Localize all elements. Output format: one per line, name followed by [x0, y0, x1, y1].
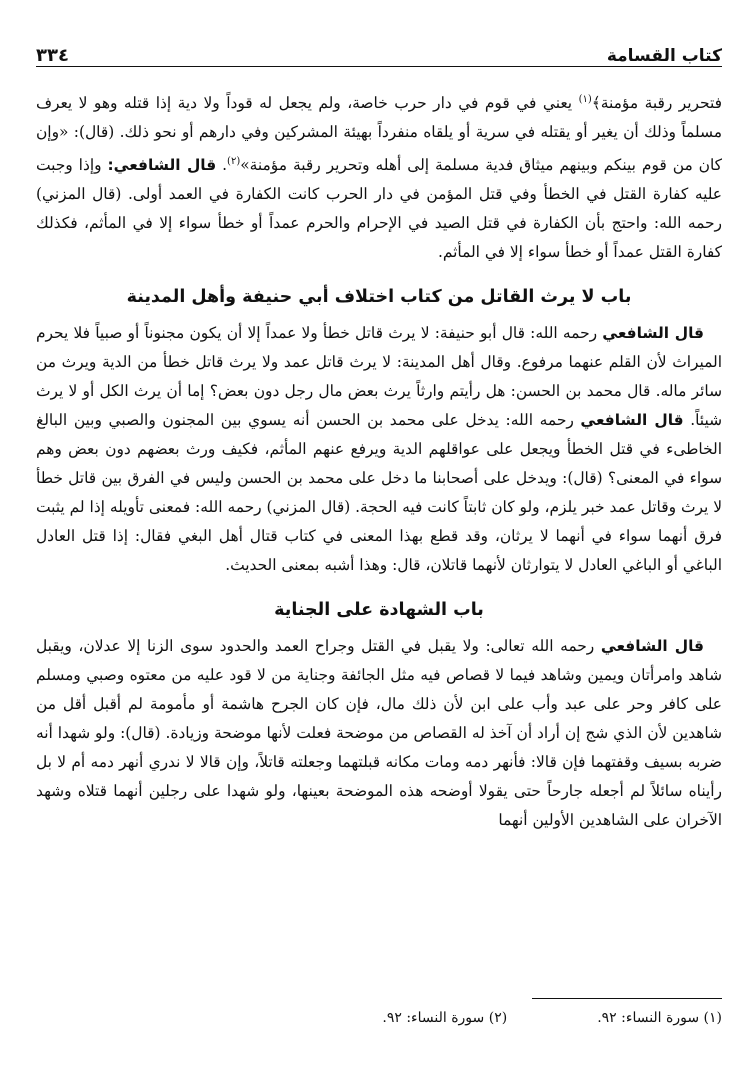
book-page	[36, 36, 722, 1056]
text-run: رحمه الله: قال أبو حنيفة: لا يرث قاتل خطأ ولا عمداً إلا أن يكون مجنوناً أو صبياً فلا يحرم الميراث لأن القلم عنهما مرفوع. وقال أهل المدينة: لا يرث قاتل عمد ولا يرث قاتل خطأ من الدية ويرث من سائر ماله. قال محمد بن الحسن: هل رأيتم وارثاً يرث بعض مال رجل دون بعض؟ إما أن يرث الكل أو لا يرث شيئاً.	[36, 324, 722, 430]
footnote-2: (٢) سورة النساء: ٩٢.	[382, 1010, 508, 1026]
text-run: رحمه الله: يدخل على محمد بن الحسن أنه يسوي بين المجنون والصبي وبين البالغ الخاطىء في قتل الخطأ ويجعل على عواقلهم الدية ويرفع عنهم المأثم، فكيف ورث بعضهم دون بعض وهم سواء في المعنى؟ (قال): ويدخل على أصحابنا ما دخل على محمد بن الحسن وليس في الفرق بين قاتل خطأ لا يرث وقاتل عمد خبر يلزم، ولو كان ثابتاً كانت فيه الحجة. (قال المزني) رحمه الله: فمعنى تأويله إذا لم يثبت فرق أنهما سواء في أنهما لا يرثان، وقد قطع بهذا المعنى في كتاب قتال أهل البغي فقال: إذا قتل العادل الباغي أو الباغي العادل لا يتوارثان لأنهما قاتلان، قال: وهذا أشبه بمعنى الحديث.	[36, 411, 722, 575]
speaker-label: قال الشافعي	[600, 637, 705, 656]
footnote-ref-1: (١)	[578, 94, 592, 105]
speaker-label: قال الشافعي	[580, 411, 684, 430]
speaker-label: قال الشافعي	[602, 324, 704, 343]
paragraph-expiation	[36, 85, 722, 267]
paragraph-inheritance	[36, 319, 722, 580]
page-number: ٣٣٤	[36, 45, 69, 66]
footnote-1: (١) سورة النساء: ٩٢.	[597, 1010, 722, 1026]
verse-end: فتحرير رقبة مؤمنة﴾	[591, 94, 722, 113]
speaker-label: قال الشافعي:	[107, 156, 217, 175]
running-title: كتاب القسامة	[606, 46, 722, 66]
text-run: يعني في قوم في دار حرب خاصة، ولم يجعل له قوداً ولا دية إذا قتله وهو لا يعرف مسلماً وذلك أن يغير أو يقتله في سرية أو يلقاه منفرداً بهيئة المشركين وفي دارهم أو نحو ذلك. (قال): «وإن كان من قوم بينكم وبينهم ميثاق فدية مسلمة إلى أهله وتحرير رقبة مؤمنة»	[36, 94, 723, 175]
page-header	[36, 36, 722, 67]
text-run: .	[216, 156, 228, 175]
footnotes	[36, 1010, 722, 1026]
text-run: رحمه الله تعالى: ولا يقبل في القتل وجراح العمد والحدود سوى الزنا إلا عدلان، ويقبل شاهد وامرأتان ويمين وشاهد فيما لا قصاص فيه مثل الجائفة وجناية من لا قود عليه من معتوه وصبي ومسلم على كافر وحر على عبد وأب على ابن لأن ذلك مال، فإن كان الجرح هاشمة أو مأمومة لم أقبل أقل من شاهدين لأن الذي شج إن أراد أن آخذ له القصاص من موضحة فعلت لأنها موضحة وزيادة. (قال): ولو شهدا أنه ضربه بسيف وقفتهما فإن قالا: فأنهر دمه ومات مكانه قبلتهما وجعلته قاتلاً، وإن قالا لا ندري أنهر دمه أم لا بل رأيناه سائلاً لم أجعله جارحاً حتى يقولا أوضحه هذه الموضحة بعينها، ولو شهدا على رجلين أنهما قتلاه وشهد الآخران على الشاهدين الأولين أنهما	[36, 637, 722, 830]
footnote-ref-2: (٢)	[227, 156, 241, 168]
section-heading-testimony: باب الشهادة على الجناية	[274, 600, 484, 621]
footnote-divider	[532, 998, 722, 999]
paragraph-testimony	[36, 632, 722, 835]
text-run: وإذا وجبت عليه كفارة القتل في الخطأ وفي قتل المؤمن في دار الحرب كانت الكفارة في العمد أولى. (قال المزني) رحمه الله: واحتج بأن الكفارة في قتل الصيد في الإحرام والحرم عمداً أو خطأ سواء إلا في المأثم، فكذلك كفارة القتل عمداً أو خطأ سواء إلا في المأثم.	[36, 156, 722, 262]
section-heading-inheritance: باب لا يرث القاتل من كتاب اختلاف أبي حنيفة وأهل المدينة	[126, 287, 632, 308]
